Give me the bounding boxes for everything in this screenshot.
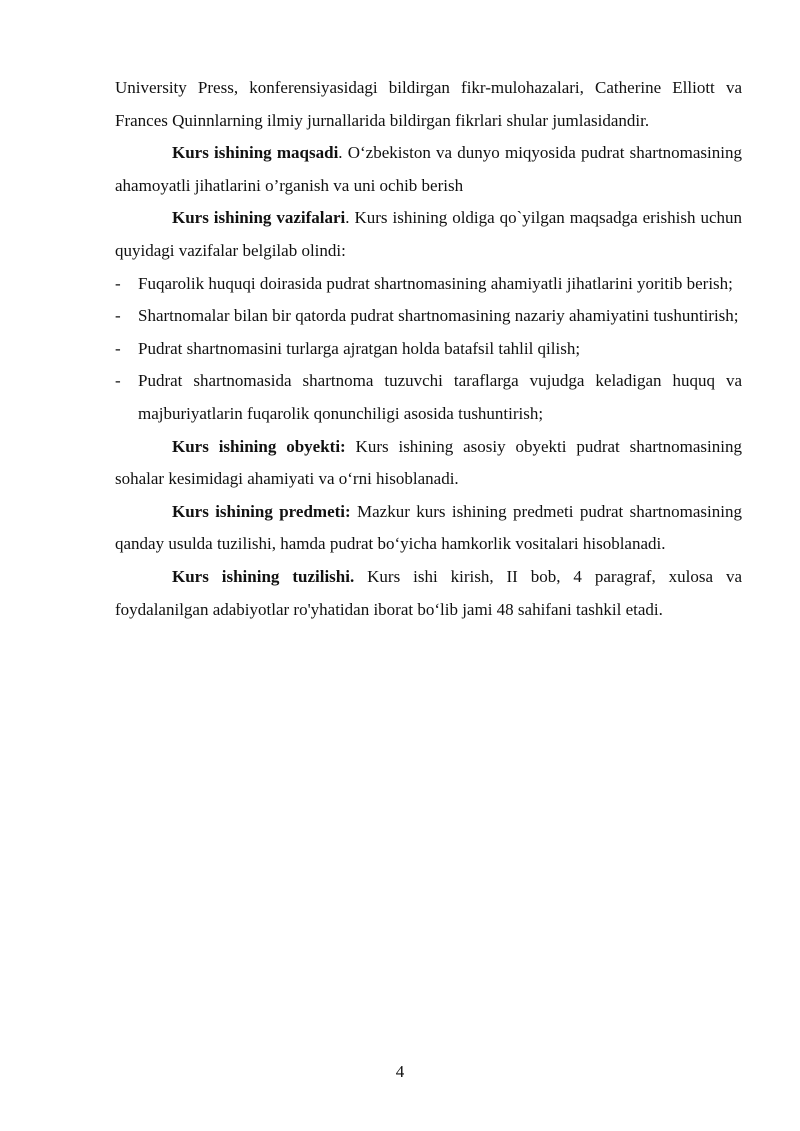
goal-paragraph xyxy=(115,137,742,202)
subject-heading: Kurs ishining predmeti: xyxy=(172,501,351,521)
list-marker: - xyxy=(115,371,121,391)
structure-heading: Kurs ishining tuzilishi. xyxy=(172,566,355,586)
list-item xyxy=(115,365,742,430)
tasks-heading: Kurs ishining vazifalari xyxy=(172,208,346,228)
intro-paragraph: University Press, konferensiyasidagi bildirgan fikr-mulohazalari, Catherine Elliott va Frances Quinnlarning ilmiy jurnallarida bildirgan fikrlari shular jumlasidandir. xyxy=(115,78,742,130)
list-marker: - xyxy=(115,306,121,326)
goal-heading: Kurs ishining maqsadi xyxy=(172,143,339,163)
goal-text: . O‘zbekiston va dunyo miqyosida pudrat shartnomasining ahamoyatli jihatlarini o’rganish va uni ochib berish xyxy=(115,143,742,195)
list-item-text: Fuqarolik huquqi doirasida pudrat shartnomasining ahamiyatli jihatlarini yoritib berish; xyxy=(138,273,733,293)
tasks-paragraph xyxy=(115,202,742,267)
subject-text: Mazkur kurs ishining predmeti pudrat shartnomasining qanday usulda tuzilishi, hamda pudrat bo‘yicha hamkorlik vositalari hisoblanadi. xyxy=(115,501,742,554)
object-paragraph xyxy=(115,431,742,496)
list-item-text: Pudrat shartnomasini turlarga ajratgan holda batafsil tahlil qilish; xyxy=(138,338,581,358)
page-body xyxy=(115,72,742,626)
subject-paragraph xyxy=(115,496,742,561)
page-number: 4 xyxy=(395,1062,405,1081)
tasks-list xyxy=(115,268,742,431)
object-heading: Kurs ishining obyekti: xyxy=(172,436,346,456)
list-marker: - xyxy=(115,273,121,293)
structure-paragraph xyxy=(115,561,742,626)
list-item xyxy=(115,268,742,301)
list-item xyxy=(115,300,742,333)
tasks-text: . Kurs ishining oldiga qo`yilgan maqsadga erishish uchun quyidagi vazifalar belgilab olindi: xyxy=(115,208,742,260)
structure-text: Kurs ishi kirish, II bob, 4 paragraf, xulosa va foydalanilgan adabiyotlar ro'yhatidan iborat bo‘lib jami 48 sahifani tashkil etadi. xyxy=(115,566,742,619)
object-text: Kurs ishining asosiy obyekti pudrat shartnomasining sohalar kesimidagi ahamiyati va o‘rni hisoblanadi. xyxy=(115,436,742,489)
list-item-text: Shartnomalar bilan bir qatorda pudrat shartnomasining nazariy ahamiyatini tushuntirish; xyxy=(138,306,739,326)
list-item-text: Pudrat shartnomasida shartnoma tuzuvchi taraflarga vujudga keladigan huquq va majburiyatlarin fuqarolik qonunchiligi asosida tushuntirish; xyxy=(138,371,742,423)
list-marker: - xyxy=(115,338,121,358)
list-item xyxy=(115,333,742,366)
